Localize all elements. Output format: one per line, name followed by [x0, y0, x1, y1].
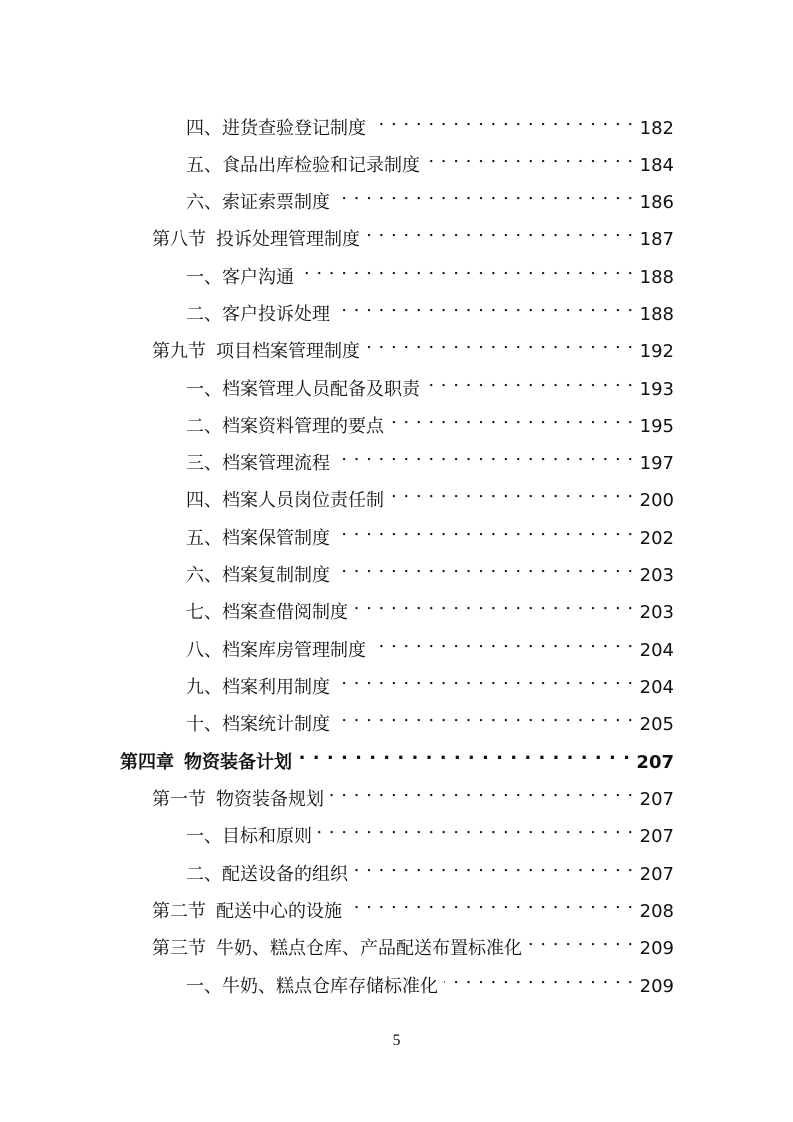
toc-entry-number: 二、	[186, 304, 222, 325]
dot-leader	[372, 628, 634, 656]
toc-entry-number: 十、	[186, 714, 222, 735]
toc-section-entry[interactable]	[152, 217, 674, 250]
dot-leader	[390, 404, 634, 432]
dot-leader	[318, 814, 634, 842]
toc-entry[interactable]	[186, 665, 674, 698]
dot-leader	[336, 553, 634, 581]
toc-entry[interactable]	[186, 255, 674, 288]
dot-leader	[300, 255, 634, 283]
toc-entry-page: 209	[639, 976, 674, 997]
toc-entry-number: 第四章	[120, 752, 174, 773]
dot-leader	[336, 292, 634, 320]
toc-entry-title: 档案库房管理制度	[222, 640, 366, 661]
toc-entry-number: 一、	[186, 379, 222, 400]
toc-section-entry[interactable]	[152, 926, 674, 959]
toc-entry-number: 第二节	[152, 901, 206, 922]
toc-section-entry[interactable]	[152, 777, 674, 810]
toc-entry-page: 204	[639, 640, 674, 661]
toc-entry-number: 六、	[186, 565, 222, 586]
toc-entry[interactable]	[186, 404, 674, 437]
dot-leader	[336, 180, 634, 208]
toc-entry-page: 197	[639, 453, 674, 474]
toc-section-entry[interactable]	[152, 329, 674, 362]
toc-entry[interactable]	[186, 441, 674, 474]
toc-entry[interactable]	[186, 590, 674, 623]
toc-entry[interactable]	[186, 143, 674, 176]
toc-entry-number: 一、	[186, 826, 222, 847]
toc-entry-number: 第一节	[152, 789, 206, 810]
toc-entry-title: 配送设备的组织	[222, 864, 348, 885]
dot-leader	[444, 964, 634, 992]
dot-leader	[336, 665, 634, 693]
dot-leader	[528, 926, 634, 954]
dot-leader	[426, 367, 634, 395]
toc-entry[interactable]	[186, 106, 674, 139]
toc-entry-title: 目标和原则	[222, 826, 312, 847]
toc-entry-number: 五、	[186, 528, 222, 549]
toc-entry-title: 进货查验登记制度	[222, 118, 366, 139]
toc-entry-page: 192	[639, 341, 674, 362]
toc-entry[interactable]	[186, 516, 674, 549]
dot-leader	[372, 106, 634, 134]
toc-entry-page: 203	[639, 602, 674, 623]
toc-entry-title: 档案统计制度	[222, 714, 330, 735]
toc-entry[interactable]	[186, 292, 674, 325]
toc-entry-number: 一、	[186, 976, 222, 997]
toc-entry-page: 207	[639, 826, 674, 847]
toc-entry-page: 202	[639, 528, 674, 549]
page-number: 5	[392, 1032, 401, 1049]
toc-entry-number: 二、	[186, 416, 222, 437]
toc-entry[interactable]	[186, 964, 674, 997]
toc-entry-title: 档案利用制度	[222, 677, 330, 698]
dot-leader	[336, 702, 634, 730]
toc-entry-number: 八、	[186, 640, 222, 661]
toc-entry-number: 三、	[186, 453, 222, 474]
toc-entry-page: 205	[639, 714, 674, 735]
toc-entry-number: 第九节	[152, 341, 206, 362]
dot-leader	[426, 143, 634, 171]
dot-leader	[354, 852, 634, 880]
dot-leader	[330, 777, 634, 805]
toc-entry-page: 200	[639, 490, 674, 511]
toc-entry[interactable]	[186, 702, 674, 735]
toc-entry-number: 四、	[186, 490, 222, 511]
toc-entry-title: 档案管理人员配备及职责	[222, 379, 420, 400]
toc-entry-number: 一、	[186, 267, 222, 288]
toc-entry-page: 187	[639, 229, 674, 250]
toc-entry-number: 二、	[186, 864, 222, 885]
toc-entry[interactable]	[186, 180, 674, 213]
dot-leader	[298, 740, 630, 768]
toc-entry-number: 第三节	[152, 938, 206, 959]
toc-entry-page: 207	[636, 752, 674, 773]
toc-entry-page: 209	[639, 938, 674, 959]
toc-entry-title: 档案资料管理的要点	[222, 416, 384, 437]
toc-entry-title: 客户沟通	[222, 267, 294, 288]
toc-entry-title: 物资装备计划	[184, 752, 292, 773]
toc-entry-page: 193	[639, 379, 674, 400]
toc-entry-page: 207	[639, 864, 674, 885]
toc-entry-page: 204	[639, 677, 674, 698]
toc-entry-title: 档案查借阅制度	[222, 602, 348, 623]
toc-entry-number: 九、	[186, 677, 222, 698]
toc-entry-title: 档案复制制度	[222, 565, 330, 586]
toc-entry-title: 索证索票制度	[222, 192, 330, 213]
toc-entry-number: 五、	[186, 155, 222, 176]
toc-entry-number: 第八节	[152, 229, 206, 250]
toc-entry-title: 食品出库检验和记录制度	[222, 155, 420, 176]
toc-entry-title: 配送中心的设施	[216, 901, 342, 922]
toc-entry[interactable]	[186, 814, 674, 847]
toc-entry[interactable]	[186, 478, 674, 511]
dot-leader	[348, 889, 634, 917]
toc-entry-title: 客户投诉处理	[222, 304, 330, 325]
toc-entry-page: 188	[639, 267, 674, 288]
dot-leader	[366, 329, 634, 357]
toc-entry-page: 184	[639, 155, 674, 176]
dot-leader	[336, 441, 634, 469]
toc-entry-title: 档案人员岗位责任制	[222, 490, 384, 511]
toc-entry-page: 188	[639, 304, 674, 325]
dot-leader	[336, 516, 634, 544]
toc-entry[interactable]	[186, 367, 674, 400]
toc-entry[interactable]	[186, 852, 674, 885]
toc-entry-page: 208	[639, 901, 674, 922]
toc-entry-title: 牛奶、糕点仓库、产品配送布置标准化	[216, 938, 522, 959]
dot-leader	[390, 478, 634, 506]
dot-leader	[366, 217, 634, 245]
toc-entry-title: 档案管理流程	[222, 453, 330, 474]
toc-entry-title: 档案保管制度	[222, 528, 330, 549]
toc-entry-number: 七、	[186, 602, 222, 623]
toc-entry[interactable]	[186, 628, 674, 661]
toc-entry-title: 物资装备规划	[216, 789, 324, 810]
dot-leader	[354, 590, 634, 618]
toc-entry-title: 牛奶、糕点仓库存储标准化	[222, 976, 438, 997]
toc-entry-page: 195	[639, 416, 674, 437]
toc-entry-title: 投诉处理管理制度	[216, 229, 360, 250]
toc-chapter-entry[interactable]	[120, 740, 674, 773]
toc-section-entry[interactable]	[152, 889, 674, 922]
toc-entry-page: 182	[639, 118, 674, 139]
toc-entry-title: 项目档案管理制度	[216, 341, 360, 362]
toc-entry-number: 四、	[186, 118, 222, 139]
toc-entry-page: 186	[639, 192, 674, 213]
toc-entry-number: 六、	[186, 192, 222, 213]
toc-entry-page: 207	[639, 789, 674, 810]
toc-entry-page: 203	[639, 565, 674, 586]
toc-entry[interactable]	[186, 553, 674, 586]
